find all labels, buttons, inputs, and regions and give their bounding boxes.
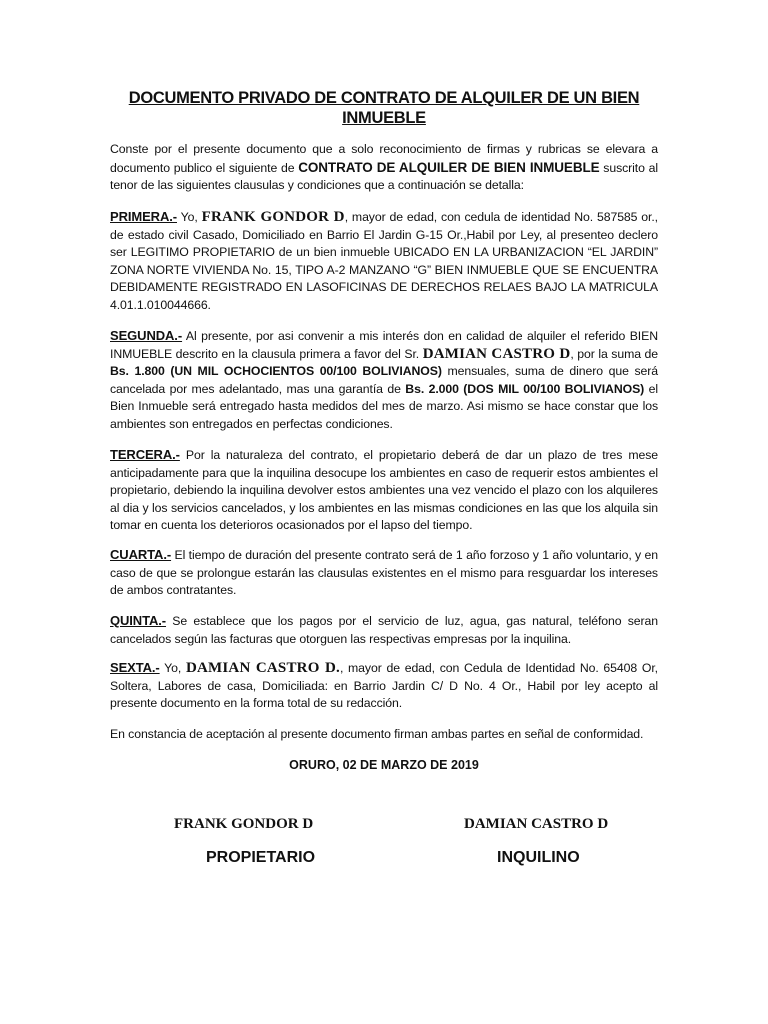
clause-sexta-label: SEXTA.- — [110, 660, 160, 675]
document-date: ORURO, 02 DE MARZO DE 2019 — [289, 758, 479, 772]
clause-quinta — [110, 612, 658, 648]
clause-cuarta-label: CUARTA.- — [110, 547, 172, 562]
closing-text: En constancia de aceptación al presente documento firman ambas partes en señal de conformidad. — [110, 727, 644, 741]
clause-primera-text-before: Yo, — [177, 210, 202, 224]
signature-owner-name: FRANK GONDOR D — [174, 816, 314, 832]
intro-paragraph — [110, 141, 658, 195]
rent-amount: Bs. 1.800 (UN MIL OCHOCIENTOS 00/100 BOLIVIANOS) — [110, 364, 442, 379]
intro-text-before: Conste por el presente documento que a solo reconocimiento de firmas y rubricas se elevara a documento publico el siguiente de — [110, 142, 658, 175]
intro-contract-name: CONTRATO DE ALQUILER DE BIEN INMUEBLE — [298, 159, 600, 175]
clause-segunda-text-4: el Bien Inmueble será entregado hasta medidos del mes de marzo. Asi mismo se hace constar que los ambientes son entregados en perfectas condiciones. — [110, 381, 658, 431]
clause-quinta-text: Se establece que los pagos por el servicio de luz, agua, gas natural, teléfono seran cancelados según las facturas que otorguen las respectivas empresas por la inquilina. — [110, 614, 658, 646]
owner-name: FRANK GONDOR D — [201, 209, 345, 225]
clause-tercera — [110, 446, 658, 535]
signature-tenant-role: INQUILINO — [497, 849, 580, 866]
clause-cuarta-text: El tiempo de duración del presente contrato será de 1 año forzoso y 1 año voluntario, y en caso de que se prolongue estarán las clausulas existentes en el mismo para resguardar los intereses de ambos contratantes. — [110, 548, 658, 598]
clause-segunda — [110, 327, 658, 434]
clause-segunda-text-2: , por la suma de — [570, 346, 659, 361]
tenant-name-sexta: DAMIAN CASTRO D. — [185, 660, 340, 676]
closing-paragraph — [110, 726, 658, 744]
clause-sexta — [110, 659, 658, 713]
clause-tercera-label: TERCERA.- — [110, 447, 180, 462]
clause-sexta-text-before: Yo, — [159, 661, 186, 675]
intro-text-after: suscrito al tenor de las siguientes clausulas y condiciones que a continuación se detalla: — [110, 160, 659, 193]
tenant-name: DAMIAN CASTRO D — [422, 345, 571, 362]
signature-owner-role: PROPIETARIO — [206, 849, 316, 866]
document-title — [110, 88, 658, 128]
clause-primera-text-after: , mayor de edad, con cedula de identidad No. 587585 or., de estado civil Casado, Domiciliado en Barrio El Jardin G-15 Or.,Habil por Ley, al presenteo declero ser LEGITIMO PROPIETARIO de un bien inmueble UBICADO EN LA URBANIZACION “EL JARDIN” ZONA NORTE VIVIENDA No. 15, TIPO A-2 MANZANO “G” BIEN INMUEBLE QUE SE ENCUENTRA DEBIDAMENTE REGISTRADO EN LASOFICINAS DE DERECHOS RELAES BAJO LA MATRICULA 4.01.1.010044666. — [110, 210, 658, 312]
clause-tercera-text: Por la naturaleza del contrato, el propietario deberá de dar un plazo de tres mese anticipadamente para que la inquilina desocupe los ambientes en caso de requerir estos ambientes el propietario, debiendo la inquilina devolver estos ambientes una vez vencido el plazo con los alquileres al dia y los servicios cancelados, y los ambientes en las mismas condiciones en las que los alquila sin tomar en cuenta los deterioros ocasionados por el lapso del tiempo. — [110, 448, 658, 533]
clause-segunda-text-3: mensuales, suma de dinero que será cancelada por mes adelantado, mas una garantía de — [110, 364, 658, 396]
clause-sexta-text-after: , mayor de edad, con Cedula de Identidad No. 65408 Or, Soltera, Labores de casa, Domiciliada: en Barrio Jardin C/ D No. 4 Or., Habil por ley acepto al presente documento en la forma total de su redacción. — [110, 661, 658, 711]
guarantee-amount: Bs. 2.000 (DOS MIL 00/100 BOLIVIANOS) — [405, 381, 645, 396]
title-line-2: INMUEBLE — [342, 109, 426, 127]
clause-segunda-text-1: Al presente, por asi convenir a mis interés don en calidad de alquiler el referido BIEN INMUEBLE descrito en la clausula primera a favor del Sr. — [110, 329, 658, 361]
clause-primera-label: PRIMERA.- — [110, 209, 177, 224]
clause-primera — [110, 208, 658, 315]
title-line-1: DOCUMENTO PRIVADO DE CONTRATO DE ALQUILER DE UN BIEN — [128, 89, 640, 107]
clause-segunda-label: SEGUNDA.- — [110, 328, 183, 343]
signature-tenant-name: DAMIAN CASTRO D — [464, 816, 609, 832]
clause-quinta-label: QUINTA.- — [110, 613, 167, 628]
clause-cuarta — [110, 546, 658, 600]
